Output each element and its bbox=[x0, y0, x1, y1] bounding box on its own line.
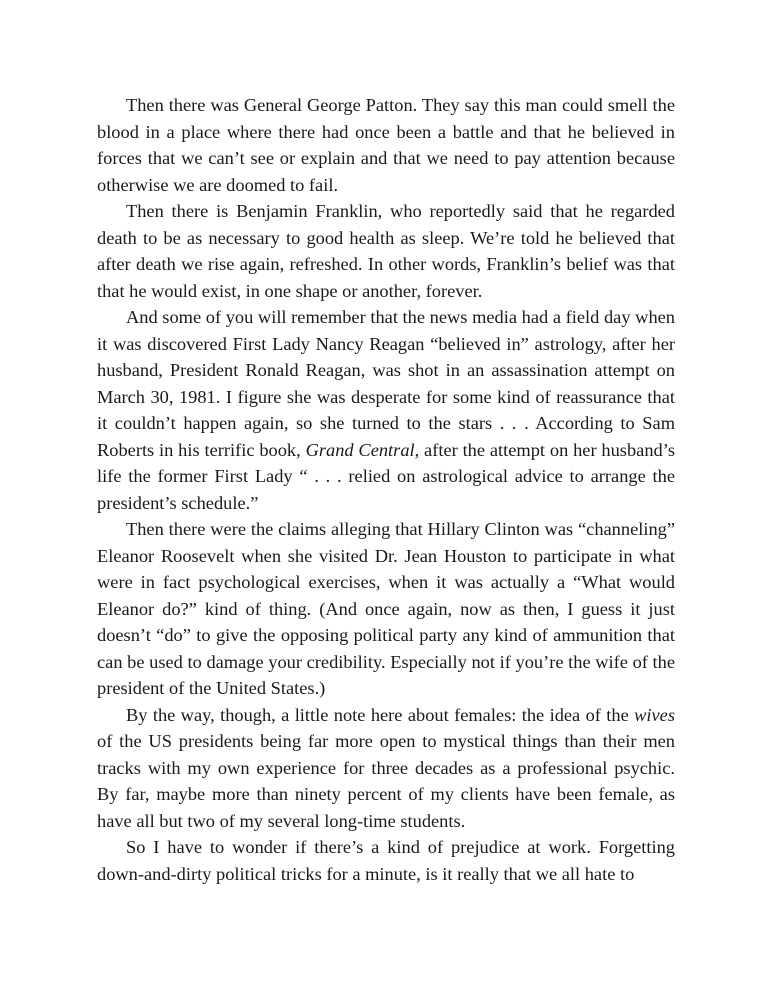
paragraph-reagan-text-before: And some of you will remember that the news media had a field day when it was discovered First Lady Nancy Reagan “believed in” astrology, after her husband, President Ronald Reagan, was shot in an assassination attempt on March 30, 1981. I figure she was desperate for some kind of reassurance that it couldn’t happen again, so she turned to the stars . . . According to Sam Roberts in his terrific book, bbox=[97, 307, 675, 460]
paragraph-franklin: Then there is Benjamin Franklin, who reportedly said that he regarded death to be as necessary to good health as sleep. We’re told he believed that after death we rise again, refreshed. In other words, Franklin’s belief was that that he would exist, in one shape or another, forever. bbox=[97, 201, 675, 301]
paragraph-reagan-text-after: , after the attempt on her husband’s life the former First Lady “ . . . relied on astrological advice to arrange the president’s schedule.” bbox=[97, 439, 675, 513]
paragraph-females-text-before: By the way, though, a little note here about females: the idea of the bbox=[126, 704, 635, 725]
paragraph-females bbox=[97, 702, 675, 835]
page-body bbox=[97, 92, 675, 887]
book-title-italic: Grand Central bbox=[305, 439, 415, 460]
paragraph-patton: Then there was General George Patton. They say this man could smell the blood in a place where there had once been a battle and that he believed in forces that we can’t see or explain and that we need to pay attention because otherwise we are doomed to fail. bbox=[97, 95, 675, 195]
paragraph-prejudice: So I have to wonder if there’s a kind of prejudice at work. Forgetting down-and-dirty political tricks for a minute, is it really that we all hate to bbox=[97, 837, 675, 884]
paragraph-females-text-after: of the US presidents being far more open to mystical things than their men tracks with my own experience for three decades as a professional psychic. By far, maybe more than ninety percent of my clients have been female, as have all but two of my several long-time students. bbox=[97, 731, 675, 831]
wives-italic: wives bbox=[634, 704, 675, 725]
paragraph-reagan bbox=[97, 304, 675, 516]
paragraph-clinton: Then there were the claims alleging that Hillary Clinton was “channeling” Eleanor Roosevelt when she visited Dr. Jean Houston to participate in what were in fact psychological exercises, when it was actually a “What would Eleanor do?” kind of thing. (And once again, now as then, I guess it just doesn’t “do” to give the opposing political party any kind of ammunition that can be used to damage your credibility. Especially not if you’re the wife of the president of the United States.) bbox=[97, 519, 675, 698]
